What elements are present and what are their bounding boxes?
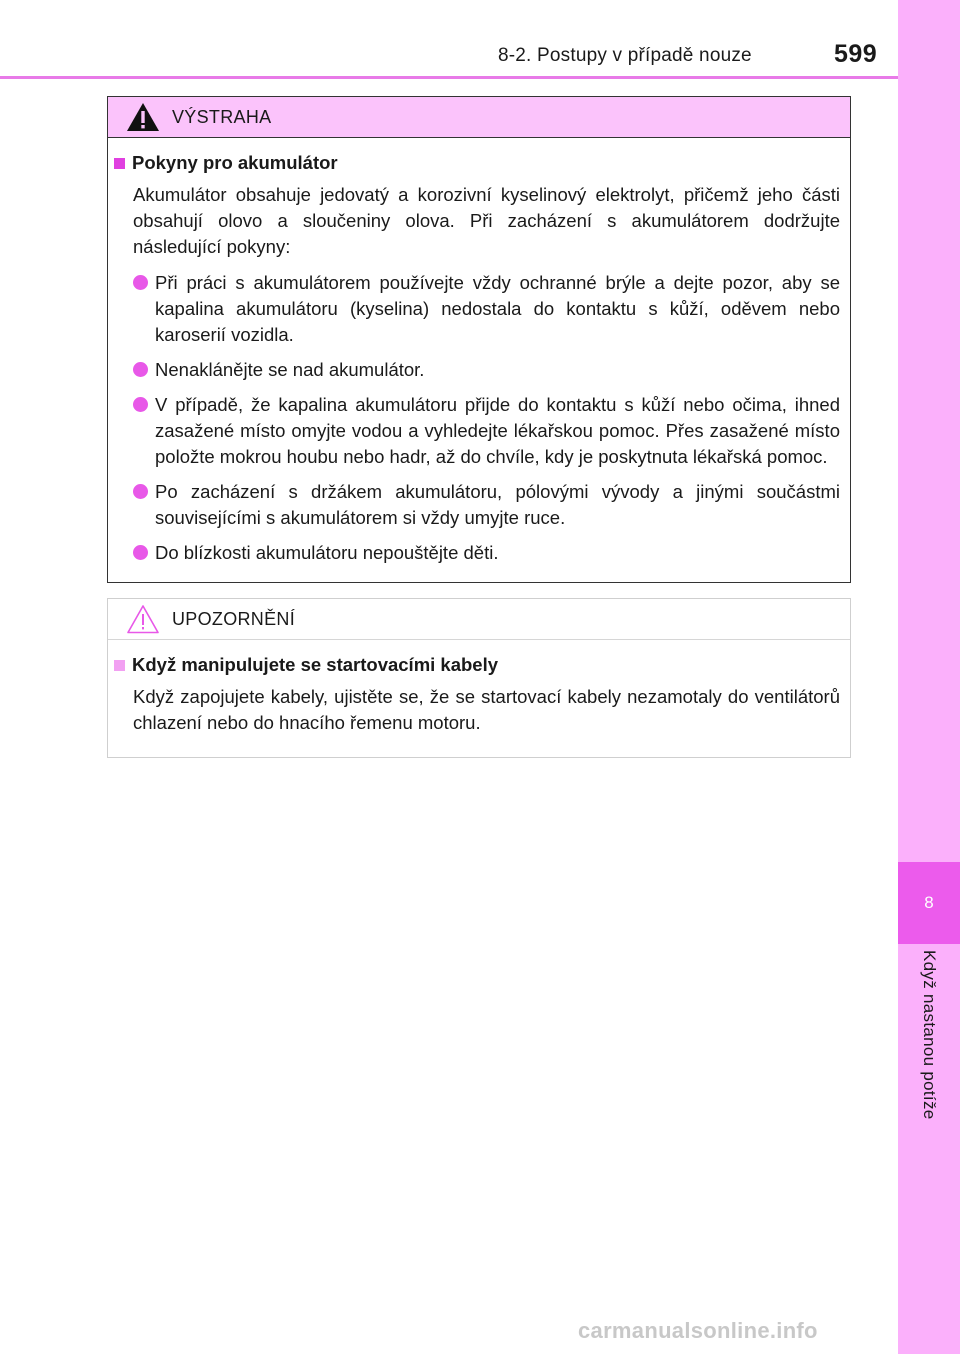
list-item xyxy=(133,357,840,383)
list-item-text: Do blízkosti akumulátoru nepouštějte děti. xyxy=(155,542,499,563)
warning-header xyxy=(108,97,850,138)
watermark: carmanualsonline.info xyxy=(578,1318,818,1343)
caution-text: Když zapojujete kabely, ujistěte se, že se startovací kabely nezamotaly do ventilátorů chlazení nebo do hnacího řemenu motoru. xyxy=(133,686,840,733)
round-bullet-icon xyxy=(133,545,148,560)
caution-section-title-text: Když manipulujete se startovacími kabely xyxy=(132,654,499,675)
warning-body xyxy=(108,138,850,566)
round-bullet-icon xyxy=(133,362,148,377)
chapter-label-container xyxy=(898,950,960,1160)
list-item xyxy=(133,540,840,566)
round-bullet-icon xyxy=(133,397,148,412)
list-item xyxy=(133,392,840,470)
caution-triangle-icon xyxy=(126,604,160,634)
round-bullet-icon xyxy=(133,484,148,499)
header-divider xyxy=(0,76,898,79)
section-title-header: 8-2. Postupy v případě nouze xyxy=(498,45,752,66)
caution-box xyxy=(107,598,851,758)
caution-header xyxy=(108,599,850,640)
warning-section-title-text: Pokyny pro akumulátor xyxy=(132,152,338,173)
caution-body xyxy=(108,640,850,736)
page-number: 599 xyxy=(834,40,878,68)
round-bullet-icon xyxy=(133,275,148,290)
warning-box xyxy=(107,96,851,583)
square-bullet-icon xyxy=(114,660,125,671)
list-item-text: Nenaklánějte se nad akumulátor. xyxy=(155,359,425,380)
chapter-number: 8 xyxy=(924,893,934,912)
square-bullet-icon xyxy=(114,158,125,169)
list-item-text: Po zacházení s držákem akumulátoru, pólovými vývody a jinými součástmi souvisejícími s akumulátorem si vždy umyjte ruce. xyxy=(155,481,840,528)
warning-section-title xyxy=(114,152,840,174)
list-item xyxy=(133,479,840,531)
warning-triangle-icon xyxy=(126,102,160,132)
warning-bullet-list xyxy=(114,270,840,566)
list-item xyxy=(133,270,840,348)
chapter-label: Když nastanou potíže xyxy=(920,950,939,1120)
chapter-number-box xyxy=(898,862,960,944)
list-item-text: Při práci s akumulátorem používejte vždy ochranné brýle a dejte pozor, aby se kapalina akumulátoru (kyselina) nedostala do kontaktu s kůží, oděvem nebo karoserií vozidla. xyxy=(155,272,840,345)
warning-heading: VÝSTRAHA xyxy=(172,106,272,127)
warning-intro: Akumulátor obsahuje jedovatý a korozivní kyselinový elektrolyt, přičemž jeho části obsahují olovo a sloučeniny olova. Při zacházení s akumulátorem dodržujte následující pokyny: xyxy=(133,184,840,257)
list-item-text: V případě, že kapalina akumulátoru přijde do kontaktu s kůží nebo očima, ihned zasažené místo omyjte vodou a vyhledejte lékařskou pomoc. Přes zasažené místo položte mokrou houbu nebo hadr, až do chvíle, kdy je poskytnuta lékařská pomoc. xyxy=(155,394,840,467)
caution-heading: UPOZORNĚNÍ xyxy=(172,608,296,629)
caution-section-title xyxy=(114,654,840,676)
